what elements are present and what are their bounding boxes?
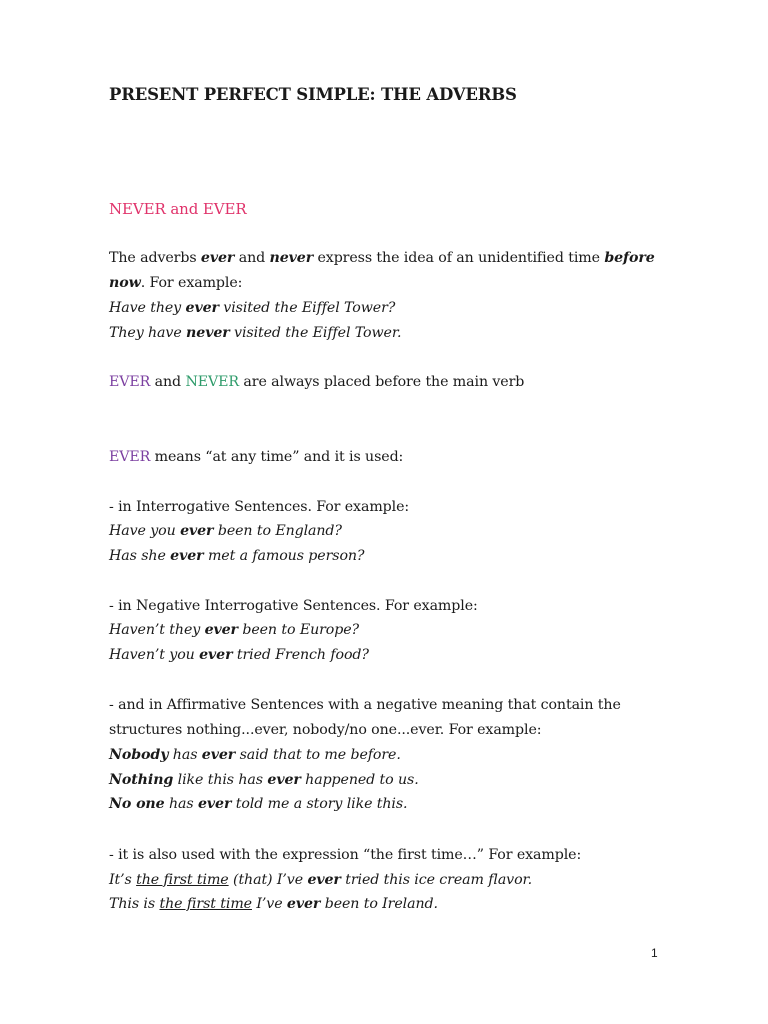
first-time-example-2: This is the first time I’ve ever been to Ireland. (109, 896, 438, 912)
interrogative-example-1: Have you ever been to England? (109, 523, 342, 539)
interrogative-intro: - in Interrogative Sentences. For example: (109, 499, 410, 515)
section-heading: NEVER and EVER (109, 200, 247, 218)
negative-interrogative-example-2: Haven’t you ever tried French food? (109, 647, 369, 663)
interrogative-example-2: Has she ever met a famous person? (109, 548, 365, 564)
first-time-example-1: It’s the first time (that) I’ve ever tried this ice cream flavor. (109, 872, 533, 888)
affirmative-example-3: No one has ever told me a story like this. (109, 796, 408, 812)
ever-meaning: EVER means “at any time” and it is used: (109, 449, 404, 465)
page-title: PRESENT PERFECT SIMPLE: THE ADVERBS (109, 85, 517, 104)
first-time-intro: - it is also used with the expression “the first time…” For example: (109, 847, 582, 863)
affirmative-example-2: Nothing like this has ever happened to us. (109, 772, 419, 788)
intro-line-1: The adverbs ever and never express the idea of an unidentified time before (109, 250, 655, 266)
negative-interrogative-intro: - in Negative Interrogative Sentences. For example: (109, 598, 478, 614)
intro-example-1: Have they ever visited the Eiffel Tower? (109, 300, 396, 316)
intro-line-2: now. For example: (109, 275, 243, 291)
page-number: 1 (651, 946, 658, 960)
affirmative-intro-line-2: structures nothing...ever, nobody/no one...ever. For example: (109, 722, 542, 738)
affirmative-intro-line-1: - and in Affirmative Sentences with a negative meaning that contain the (109, 697, 621, 713)
affirmative-example-1: Nobody has ever said that to me before. (109, 747, 401, 763)
negative-interrogative-example-1: Haven’t they ever been to Europe? (109, 622, 360, 638)
placement-rule: EVER and NEVER are always placed before the main verb (109, 374, 525, 390)
intro-example-2: They have never visited the Eiffel Tower. (109, 325, 402, 341)
